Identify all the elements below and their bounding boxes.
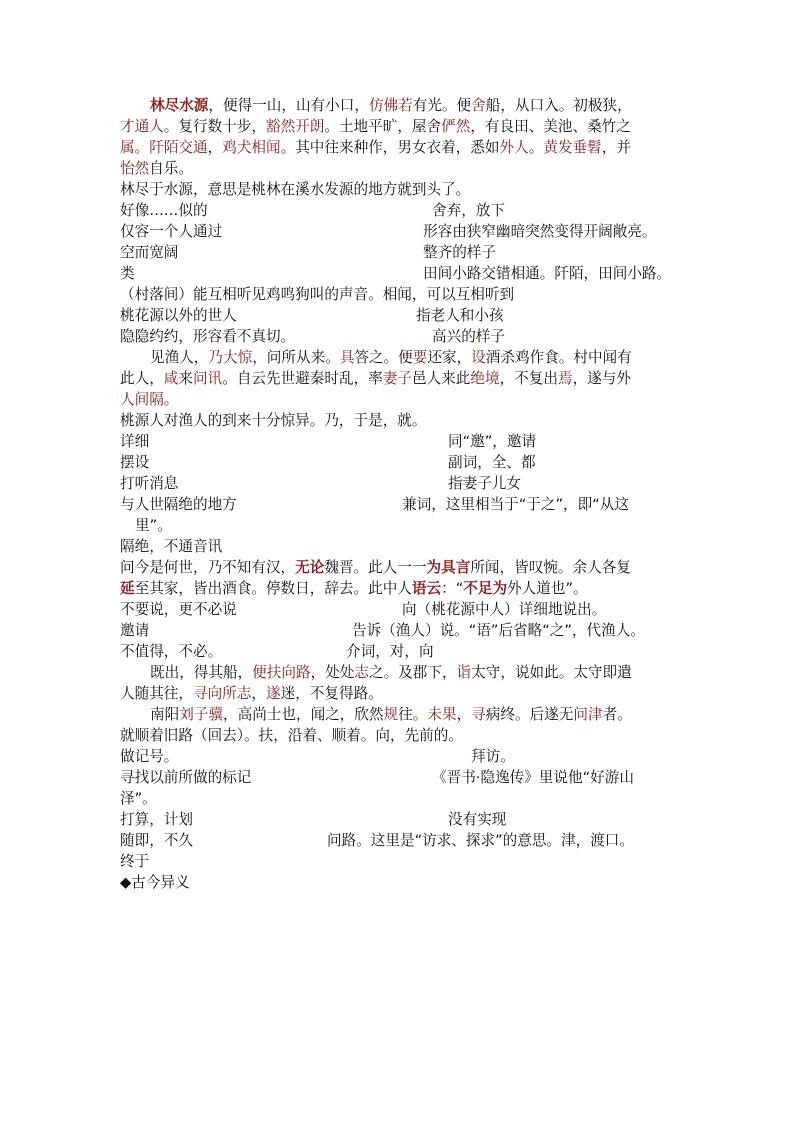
key-term: 志 (354, 664, 369, 681)
passage-3-line-2 (120, 579, 588, 599)
note-right: 兼词，这里相当于“于之”，即“从这 (402, 496, 629, 513)
text: 还家， (427, 349, 472, 366)
note-right: 高兴的样子 (432, 328, 505, 345)
key-term: 俨然 (441, 118, 471, 135)
note-right: 《晋书·隐逸传》里说他“好游山 (432, 769, 634, 786)
passage-1-line-2 (120, 117, 631, 137)
text: 此人， (120, 370, 164, 387)
section-heading (120, 873, 190, 893)
text: 。其中往来种作，男女衣着，悉如 (280, 139, 500, 156)
section-title: 古今异义 (131, 874, 190, 891)
text: ，遂与外 (572, 370, 631, 387)
text: 有光。便 (412, 97, 472, 114)
key-term: 阡陌交通 (149, 139, 208, 156)
text: 船，从口入。初极狭， (485, 97, 632, 114)
note-right: 整齐的样子 (423, 244, 496, 261)
key-term: 咸 (163, 370, 179, 387)
key-term: 怡然 (120, 160, 150, 177)
text: ，问所从来。 (252, 349, 340, 366)
note-left: 打听消息 (120, 475, 179, 492)
note-left: 寻找以前所做的标记 (120, 769, 252, 786)
note-right: 拜访。 (471, 748, 515, 765)
text: 南阳 (150, 706, 180, 723)
passage-2-line-1 (150, 348, 632, 368)
text: ，不复出 (499, 370, 558, 387)
note-summary: 林尽于水源，意思是桃林在溪水发源的地方就到头了。 (120, 181, 471, 198)
key-term: 规 (383, 706, 399, 723)
text: 答之。便 (354, 349, 413, 366)
key-term: 刘子骥 (179, 706, 223, 723)
note-left: 隔绝，不通音讯 (120, 538, 223, 555)
passage-1-line-4 (120, 159, 193, 179)
key-term: 无论 (295, 559, 325, 576)
text: 迷，不复得路。 (280, 685, 383, 702)
passage-1-line-1 (150, 96, 632, 116)
note-right: 副词，全、都 (448, 454, 536, 471)
key-term: 属 (120, 139, 135, 156)
text: ， (251, 685, 266, 702)
text: 。 (528, 139, 544, 156)
passage-2-line-2 (120, 369, 631, 389)
note-continuation: 泽”。 (120, 790, 157, 807)
text: ，有良田、美池、桑竹之 (470, 118, 631, 135)
text: ， (456, 706, 472, 723)
text: 既出，得其船， (150, 664, 253, 681)
text: 往。 (398, 706, 428, 723)
note-right: 形容由狭窄幽暗突然变得开阔敞亮。 (423, 223, 657, 240)
text: 外人道也”。 (507, 580, 588, 597)
key-term: 黄发垂髫 (543, 139, 602, 156)
passage-4-line-1 (150, 663, 632, 683)
note-left: 不值得，不必。 (120, 643, 223, 660)
text: 所闻，皆叹惋。余人各复 (470, 559, 631, 576)
note-left: 隐隐约约，形容看不真切。 (120, 328, 296, 345)
key-term: 焉 (557, 370, 573, 387)
key-term: 具 (339, 349, 355, 366)
key-term: 寻 (471, 706, 486, 723)
note-left: 与人世隔绝的地方 (120, 496, 237, 513)
note-left: 不要说，更不必说 (120, 601, 237, 618)
text: 酒杀鸡作食。村中闻有 (485, 349, 632, 366)
text: ，高尚士也，闻之，欣然 (223, 706, 384, 723)
text: 者。 (602, 706, 632, 723)
text: ，便得一山，山有小口， (208, 97, 369, 114)
key-term: 延 (120, 580, 135, 597)
note-right: 向（桃花源中人）详细地说出。 (402, 601, 607, 618)
text: 邑人来此 (411, 370, 471, 387)
key-term: 问津 (573, 706, 603, 723)
text: ，处处 (310, 664, 355, 681)
note-right: 指老人和小孩 (416, 307, 504, 324)
note-right: 舍弃，放下 (432, 202, 505, 219)
text: 。自云先世避秦时乱，率 (222, 370, 383, 387)
key-term: 不足为 (463, 580, 508, 597)
key-term: 豁然开朗 (265, 118, 325, 135)
key-term: 妻子 (382, 370, 412, 387)
key-term: 寻向所志 (192, 685, 252, 702)
note-left: 好像……似的 (120, 202, 208, 219)
note-left: 摆设 (120, 454, 150, 471)
text: ， (207, 139, 223, 156)
key-term: 遂 (265, 685, 281, 702)
note-left: 打算，计划 (120, 811, 193, 828)
note-right: 同“邀”，邀请 (448, 433, 537, 450)
note-left: 详细 (120, 433, 150, 450)
note-right: 告诉（渔人）说。“语”后省略“之”，代渔人。 (352, 622, 645, 639)
note-full: （村落间）能互相听见鸡鸣狗叫的声音。相闻，可以互相听到 (120, 286, 515, 303)
note-right: 指妻子儿女 (448, 475, 521, 492)
text: ，并 (601, 139, 631, 156)
key-term: 仿佛若 (368, 97, 413, 114)
text: 魏晋。此人一一 (324, 559, 427, 576)
key-term: 设 (471, 349, 486, 366)
note-left: 终于 (120, 853, 150, 870)
passage-1-line-3 (120, 138, 631, 158)
passage-4-line-2 (120, 684, 383, 704)
key-term: 才通人 (120, 118, 164, 135)
key-term: 要 (412, 349, 428, 366)
key-term: 鸡犬相闻 (222, 139, 281, 156)
text: 太守，说如此。太守即遣 (471, 664, 632, 681)
text: 。土地平旷，屋舍 (324, 118, 442, 135)
text: 见渔人， (150, 349, 209, 366)
note-right: 问路。这里是“访求、探求”的意思。津，渡口。 (327, 832, 634, 849)
bullet-icon: ◆ (120, 874, 132, 891)
note-left: 随即，不久 (120, 832, 193, 849)
key-term: 未果 (427, 706, 457, 723)
key-term: 便扶向路 (252, 664, 311, 681)
text: ：“ (441, 580, 464, 597)
key-term: 语云 (411, 580, 442, 597)
note-left: 邀请 (120, 622, 150, 639)
passage-5-line-1 (150, 705, 632, 725)
text: 自乐。 (149, 160, 193, 177)
text: 病终。后遂无 (485, 706, 574, 723)
note-right: 介词，对，向 (346, 643, 434, 660)
note-right: 田间小路交错相通。阡陌，田间小路。 (423, 265, 672, 282)
note-summary: 桃源人对渔人的到来十分惊异。乃，于是，就。 (120, 412, 427, 429)
key-term: 诣 (456, 664, 472, 681)
text: 。 (163, 391, 179, 408)
text: 人随其往， (120, 685, 193, 702)
text: 至其家，皆出酒食。停数日，辞去。此中人 (134, 580, 412, 597)
text: 。复行数十步， (163, 118, 266, 135)
passage-2-line-3 (120, 390, 178, 410)
text: 问今是何世，乃不知有汉， (120, 559, 296, 576)
key-term: 人间隔 (120, 391, 164, 408)
key-term: 绝境 (470, 370, 500, 387)
note-continuation: 里”。 (135, 517, 172, 534)
passage-3-line-1 (120, 558, 631, 578)
key-term: 为具言 (426, 559, 471, 576)
key-term: 林尽水源 (150, 97, 209, 114)
note-left: 做记号。 (120, 748, 179, 765)
key-term: 舍 (471, 97, 486, 114)
text: 来 (178, 370, 194, 387)
text: 之。及郡下， (368, 664, 457, 681)
key-term: 乃大惊 (208, 349, 253, 366)
key-term: 外人 (499, 139, 529, 156)
text: 。 (134, 139, 150, 156)
note-summary: 就顺着旧路（回去）。扶，沿着、顺着。向，先前的。 (120, 727, 463, 744)
note-left: 空而宽阔 (120, 244, 179, 261)
note-left: 类 (120, 265, 135, 282)
note-right: 没有实现 (448, 811, 507, 828)
note-left: 桃花源以外的世人 (120, 307, 237, 324)
key-term: 问讯 (193, 370, 223, 387)
note-left: 仅容一个人通过 (120, 223, 223, 240)
